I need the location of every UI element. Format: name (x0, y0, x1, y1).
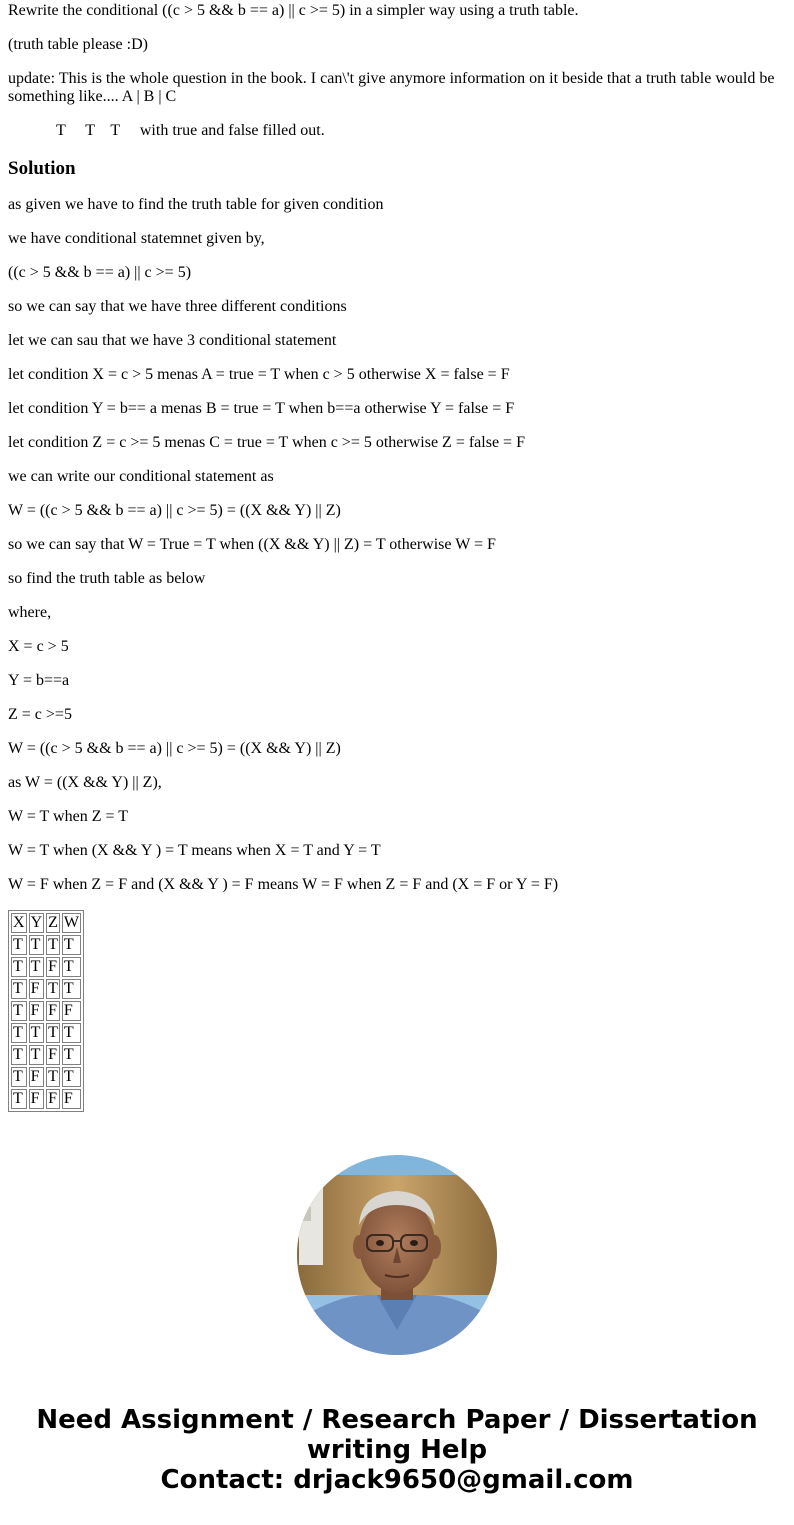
truth-table-cell: T (48, 980, 58, 997)
truth-table-cell: F (46, 1001, 60, 1021)
truth-table-cell: T (48, 1068, 58, 1085)
truth-table-row (11, 1023, 81, 1043)
solution-line: let condition Z = c >= 5 menas C = true = T when c >= 5 otherwise Z = false = F (8, 434, 525, 451)
truth-table-cell: F (46, 957, 60, 977)
footer-line-2: writing Help (306, 1435, 488, 1465)
solution-line: W = T when Z = T (8, 808, 128, 825)
truth-table-row (11, 1045, 81, 1065)
truth-table-cell: F (62, 1001, 81, 1021)
solution-heading: Solution (8, 158, 76, 179)
solution-line: as given we have to find the truth table for given condition (8, 196, 384, 213)
truth-table-cell: T (62, 1067, 81, 1087)
truth-table-cell: T (11, 1001, 27, 1021)
truth-table-cell: T (11, 1045, 27, 1065)
truth-table-cell: T (29, 957, 45, 977)
truth-table-cell: T (11, 935, 27, 955)
solution-line: as W = ((X && Y) || Z), (8, 774, 162, 791)
solution-line: we can write our conditional statement as (8, 468, 274, 485)
footer-contact-email[interactable]: Contact: drjack9650@gmail.com (160, 1465, 634, 1495)
truth-table-cell: T (11, 1089, 27, 1109)
truth-table-cell: T (11, 1067, 27, 1087)
truth-table-header-cell: Z (48, 914, 58, 931)
truth-table-cell: F (62, 1089, 81, 1109)
truth-table-cell: T (48, 936, 58, 953)
truth-table-row (11, 957, 81, 977)
solution-line: let condition X = c > 5 menas A = true = T when c > 5 otherwise X = false = F (8, 366, 510, 383)
solution-line: we have conditional statemnet given by, (8, 230, 265, 247)
document-body (0, 2, 794, 1112)
truth-table-row (11, 979, 81, 999)
question-example: T T T with true and false filled out. (56, 122, 325, 139)
truth-table-cell: T (62, 979, 81, 999)
truth-table-cell: F (29, 1001, 45, 1021)
truth-table-cell: F (46, 1089, 60, 1109)
truth-table-header-row (11, 913, 81, 933)
footer-line-1: Need Assignment / Research Paper / Dissertation (36, 1405, 758, 1435)
solution-line: let we can sau that we have 3 conditional statement (8, 332, 337, 349)
truth-table-cell: T (62, 935, 81, 955)
question-update: update: This is the whole question in the book. I can\'t give anymore information on it beside that a truth table would be something like.... A | B | C (8, 70, 775, 105)
truth-table-cell: T (29, 1045, 45, 1065)
truth-table-header-cell: X (13, 914, 25, 931)
author-portrait-image (297, 1155, 497, 1355)
solution-line: X = c > 5 (8, 638, 69, 655)
truth-table-cell: T (48, 1024, 58, 1041)
truth-table-body (11, 935, 81, 1109)
contact-footer (0, 1405, 794, 1495)
truth-table-cell: T (11, 1023, 27, 1043)
truth-table-row (11, 935, 81, 955)
solution-line: Z = c >=5 (8, 706, 72, 723)
truth-table-cell: T (29, 935, 45, 955)
solution-line: where, (8, 604, 52, 621)
question-request: (truth table please :D) (8, 36, 148, 53)
solution-line: let condition Y = b== a menas B = true = T when b==a otherwise Y = false = F (8, 400, 515, 417)
truth-table-header-cell: Y (30, 914, 43, 931)
truth-table-cell: T (29, 1023, 45, 1043)
solution-line: so find the truth table as below (8, 570, 206, 587)
truth-table-cell: F (29, 1067, 45, 1087)
truth-table-cell: T (11, 979, 27, 999)
question-text: Rewrite the conditional ((c > 5 && b == a) || c >= 5) in a simpler way using a truth table. (8, 2, 579, 19)
truth-table-header-cell: W (63, 914, 80, 931)
solution-line: W = ((c > 5 && b == a) || c >= 5) = ((X && Y) || Z) (8, 740, 341, 757)
truth-table-cell: T (11, 957, 27, 977)
solution-line: W = ((c > 5 && b == a) || c >= 5) = ((X && Y) || Z) (8, 502, 341, 519)
solution-line: W = F when Z = F and (X && Y ) = F means W = F when Z = F and (X = F or Y = F) (8, 876, 559, 893)
solution-line: Y = b==a (8, 672, 70, 689)
truth-table-cell: F (29, 979, 45, 999)
truth-table-cell: T (62, 957, 81, 977)
solution-line: W = T when (X && Y ) = T means when X = T and Y = T (8, 842, 381, 859)
truth-table-row (11, 1089, 81, 1109)
truth-table-cell: T (62, 1045, 81, 1065)
truth-table-row (11, 1001, 81, 1021)
solution-line: ((c > 5 && b == a) || c >= 5) (8, 264, 192, 281)
truth-table-cell: F (29, 1089, 45, 1109)
truth-table-cell: F (46, 1045, 60, 1065)
truth-table (8, 910, 84, 1112)
solution-body (8, 196, 786, 894)
solution-line: so we can say that W = True = T when ((X && Y) || Z) = T otherwise W = F (8, 536, 496, 553)
solution-line: so we can say that we have three different conditions (8, 298, 347, 315)
truth-table-cell: T (62, 1023, 81, 1043)
author-avatar (297, 1155, 497, 1355)
truth-table-row (11, 1067, 81, 1087)
